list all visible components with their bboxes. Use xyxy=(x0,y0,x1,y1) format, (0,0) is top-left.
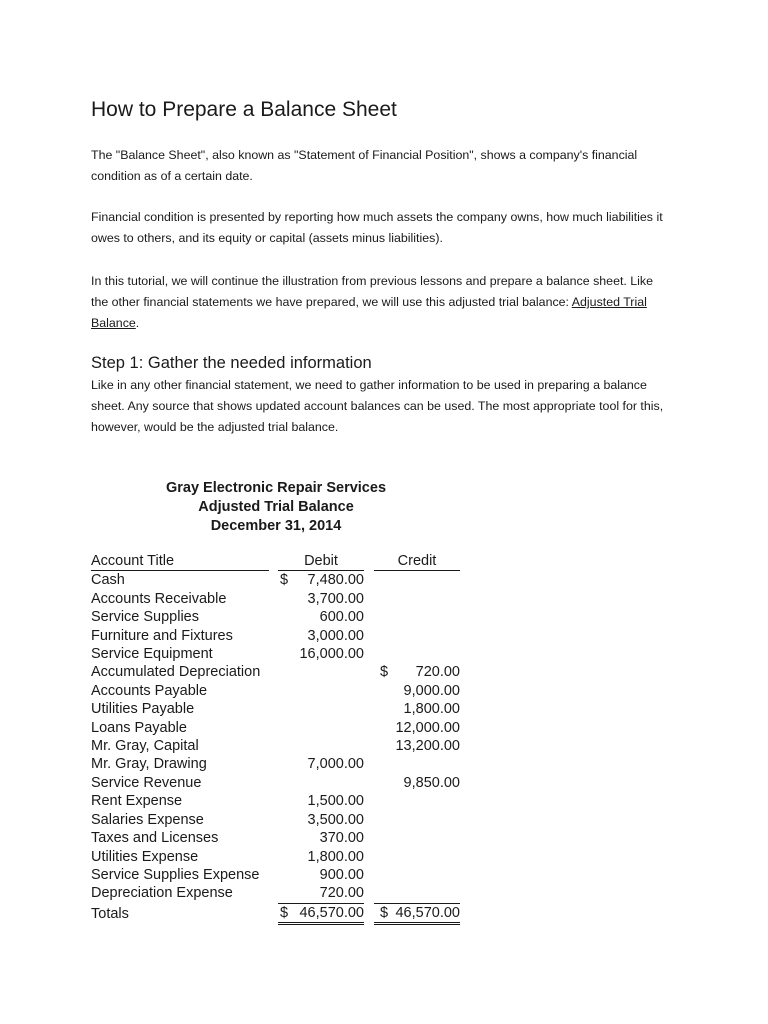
account-title: Taxes and Licenses xyxy=(91,830,219,847)
debit-amount xyxy=(278,848,364,866)
credit-amount xyxy=(374,774,460,792)
table-body xyxy=(91,571,460,925)
table-row xyxy=(91,590,460,608)
table-row xyxy=(91,682,460,700)
amount-value: 46,570.00 xyxy=(299,904,364,921)
report-date: December 31, 2014 xyxy=(210,518,342,534)
debit-amount xyxy=(278,571,364,589)
account-title: Accounts Payable xyxy=(91,682,208,699)
amount-value: 3,500.00 xyxy=(307,811,364,828)
credit-amount xyxy=(374,682,460,700)
report-name: Adjusted Trial Balance xyxy=(198,499,354,515)
amount-value: 1,500.00 xyxy=(307,793,364,810)
account-title: Loans Payable xyxy=(91,719,187,736)
table-row xyxy=(91,719,460,737)
amount-value: 600.00 xyxy=(319,609,364,626)
account-title: Cash xyxy=(91,572,125,589)
account-title: Rent Expense xyxy=(91,793,183,810)
debit-amount xyxy=(278,829,364,847)
table-row xyxy=(91,645,460,663)
debit-amount xyxy=(278,663,364,681)
table-header-row xyxy=(91,552,460,571)
credit-amount xyxy=(374,737,460,755)
account-title: Depreciation Expense xyxy=(91,885,233,902)
currency-symbol: $ xyxy=(280,572,289,589)
intro-paragraph-3-end: . xyxy=(135,316,140,330)
debit-amount xyxy=(278,755,364,773)
account-title: Utilities Payable xyxy=(91,701,195,718)
amount-value: 3,000.00 xyxy=(307,627,364,644)
table-row xyxy=(91,884,460,902)
debit-amount xyxy=(278,737,364,755)
intro-paragraph-3-text: In this tutorial, we will continue the illustration from previous lessons and prepare a balance sheet. Like the other financial statements we have prepared, we will use this adjusted trial balance: xyxy=(91,274,654,309)
account-title: Salaries Expense xyxy=(91,811,204,828)
intro-paragraph-2: Financial condition is presented by reporting how much assets the company owns, how much liabilities it owes to others, and its equity or capital (assets minus liabilities). xyxy=(91,210,663,245)
amount-value: 7,480.00 xyxy=(307,572,364,589)
credit-amount xyxy=(374,755,460,773)
credit-amount xyxy=(374,903,460,925)
table-row xyxy=(91,829,460,847)
step-1-heading: Step 1: Gather the needed information xyxy=(91,354,372,372)
currency-symbol: $ xyxy=(380,904,389,921)
totals-row xyxy=(91,903,460,925)
debit-amount xyxy=(278,866,364,884)
account-title: Service Equipment xyxy=(91,646,213,663)
report-header xyxy=(91,479,461,536)
adjusted-trial-balance-link[interactable]: Adjusted Trial Balance xyxy=(91,295,647,330)
table-row xyxy=(91,737,460,755)
amount-value: 13,200.00 xyxy=(395,738,460,755)
credit-amount xyxy=(374,811,460,829)
account-title: Mr. Gray, Capital xyxy=(91,738,199,755)
intro-paragraph-3 xyxy=(91,271,666,334)
table-row xyxy=(91,774,460,792)
column-header-credit: Credit xyxy=(374,552,460,571)
credit-amount xyxy=(374,848,460,866)
amount-value: 46,570.00 xyxy=(395,904,460,921)
table-row xyxy=(91,608,460,626)
credit-amount xyxy=(374,608,460,626)
page-title: How to Prepare a Balance Sheet xyxy=(91,98,397,121)
amount-value: 1,800.00 xyxy=(307,848,364,865)
amount-value: 12,000.00 xyxy=(395,719,460,736)
debit-amount xyxy=(278,719,364,737)
account-title: Accounts Receivable xyxy=(91,590,227,607)
debit-amount xyxy=(278,774,364,792)
credit-amount xyxy=(374,719,460,737)
credit-amount xyxy=(374,571,460,589)
table-row xyxy=(91,792,460,810)
table-row xyxy=(91,811,460,829)
table-row xyxy=(91,848,460,866)
amount-value: 9,000.00 xyxy=(403,682,460,699)
credit-amount xyxy=(374,792,460,810)
table-row xyxy=(91,627,460,645)
amount-value: 7,000.00 xyxy=(307,756,364,773)
credit-amount xyxy=(374,590,460,608)
debit-amount xyxy=(278,792,364,810)
account-title: Accumulated Depreciation xyxy=(91,664,261,681)
debit-amount xyxy=(278,645,364,663)
credit-amount xyxy=(374,866,460,884)
amount-value: 9,850.00 xyxy=(403,774,460,791)
table-row xyxy=(91,866,460,884)
column-header-account-title: Account Title xyxy=(91,552,269,571)
table-row xyxy=(91,700,460,718)
account-title: Utilities Expense xyxy=(91,848,199,865)
table-row xyxy=(91,571,460,589)
amount-value: 370.00 xyxy=(319,830,364,847)
account-title: Furniture and Fixtures xyxy=(91,627,233,644)
credit-amount xyxy=(374,829,460,847)
debit-amount xyxy=(278,700,364,718)
debit-amount xyxy=(278,590,364,608)
account-title: Service Revenue xyxy=(91,774,202,791)
amount-value: 720.00 xyxy=(319,885,364,902)
account-title: Service Supplies xyxy=(91,609,199,626)
trial-balance-table xyxy=(91,552,460,925)
amount-value: 16,000.00 xyxy=(299,646,364,663)
step-1-body: Like in any other financial statement, we need to gather information to be used in preparing a balance sheet. Any source that shows updated account balances can be used. The most appropriate tool for this, however, would be the adjusted trial balance. xyxy=(91,378,664,434)
credit-amount xyxy=(374,663,460,681)
debit-amount xyxy=(278,608,364,626)
amount-value: 720.00 xyxy=(415,664,460,681)
amount-value: 3,700.00 xyxy=(307,590,364,607)
table-row xyxy=(91,755,460,773)
credit-amount xyxy=(374,627,460,645)
table-row xyxy=(91,663,460,681)
credit-amount xyxy=(374,884,460,902)
currency-symbol: $ xyxy=(280,904,289,921)
credit-amount xyxy=(374,645,460,663)
amount-value: 1,800.00 xyxy=(403,701,460,718)
account-title: Mr. Gray, Drawing xyxy=(91,756,207,773)
debit-amount xyxy=(278,884,364,902)
credit-amount xyxy=(374,700,460,718)
amount-value: 900.00 xyxy=(319,866,364,883)
debit-amount xyxy=(278,903,364,925)
column-header-debit: Debit xyxy=(278,552,364,571)
currency-symbol: $ xyxy=(380,664,389,681)
account-title: Service Supplies Expense xyxy=(91,866,260,883)
totals-label: Totals xyxy=(91,905,129,922)
debit-amount xyxy=(278,682,364,700)
debit-amount xyxy=(278,811,364,829)
company-name: Gray Electronic Repair Services xyxy=(165,480,387,496)
intro-paragraph-1: The "Balance Sheet", also known as "Statement of Financial Position", shows a company's financial condition as of a certain date. xyxy=(91,148,638,183)
debit-amount xyxy=(278,627,364,645)
